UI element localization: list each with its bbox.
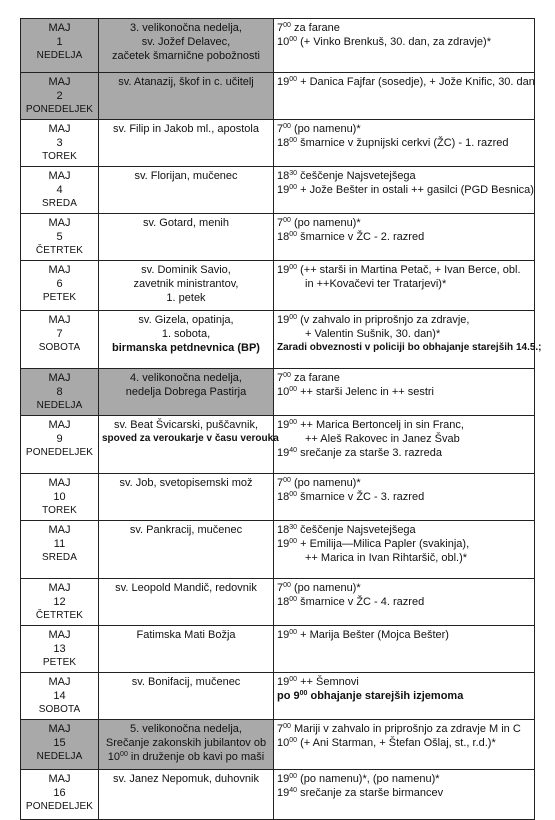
saint-line: sv. Atanazij, škof in c. učitelj [118, 76, 254, 88]
date-cell [21, 416, 99, 474]
mass-text: obhajanje starejših izjemoma [307, 690, 464, 702]
day-number: 16 [53, 787, 66, 799]
date-cell [21, 167, 99, 214]
time-minute: 00 [289, 264, 298, 271]
time-hour: 18 [277, 170, 290, 182]
saint-cell [99, 19, 274, 73]
time-hour: 7 [277, 22, 284, 34]
table-row [21, 311, 535, 369]
time-hour: 19 [277, 419, 290, 431]
saint-line: 1. petek [166, 292, 206, 304]
date-cell [21, 214, 99, 261]
time-minute: 00 [289, 76, 298, 83]
day-number: 8 [56, 386, 63, 398]
table-row [21, 261, 535, 311]
time-minute: 00 [289, 596, 298, 603]
saint-line: sv. Jožef Delavec, [141, 36, 231, 48]
time-minute: 00 [289, 137, 298, 144]
time-hour: 19 [277, 184, 290, 196]
saint-line: začetek šmarnične pobožnosti [112, 50, 260, 62]
mass-text: ++ Marica Bertoncelj in sin Franc, [297, 419, 464, 431]
saint-line: nedelja Dobrega Pastirja [125, 386, 247, 398]
mass-line [277, 21, 531, 35]
mass-line [277, 476, 531, 490]
saint-line: sv. Janez Nepomuk, duhovnik [113, 773, 259, 785]
day-number: 9 [56, 433, 63, 445]
time-hour: 18 [277, 524, 290, 536]
mass-line [277, 122, 531, 136]
time-hour: 10 [277, 36, 290, 48]
saint-cell [99, 73, 274, 120]
time-minute: 00 [289, 314, 298, 321]
saint-cell [99, 720, 274, 770]
time-hour: 19 [277, 264, 290, 276]
month-label: MAJ [48, 676, 71, 688]
mass-line [277, 183, 534, 197]
day-name: ČETRTEK [35, 610, 84, 621]
time-hour: 19 [277, 629, 290, 641]
time-minute: 00 [289, 184, 298, 191]
saint-line: 4. velikonočna nedelja, [130, 372, 242, 384]
table-row [21, 474, 535, 521]
time-hour: 7 [277, 217, 284, 229]
table-row [21, 579, 535, 626]
saint-line: sv. Florijan, mučenec [134, 170, 238, 182]
time-minute: 40 [289, 787, 298, 794]
table-row [21, 73, 535, 120]
mass-text: za farane [290, 372, 340, 384]
saint-line: 5. velikonočna nedelja, [130, 723, 242, 735]
saint-cell [99, 214, 274, 261]
mass-line [277, 722, 531, 736]
time-hour: 18 [277, 231, 290, 243]
saint-cell [99, 770, 274, 820]
day-number: 3 [56, 137, 63, 149]
mass-text: (po namenu)* [290, 217, 361, 229]
mass-cell [274, 579, 535, 626]
day-number: 5 [56, 231, 63, 243]
time-hour: 19 [277, 538, 290, 550]
day-name: SOBOTA [38, 342, 81, 353]
day-number: 14 [53, 690, 66, 702]
mass-text: + Valentin Sušnik, 30. dan)* [305, 328, 441, 340]
time-minute: 00 [289, 629, 298, 636]
mass-cell [274, 19, 535, 73]
mass-line [277, 277, 531, 291]
mass-text: češčenje Najsvetejšega [297, 170, 416, 182]
time-minute: 00 [120, 751, 128, 758]
mass-text: (po namenu)*, (po namenu)* [297, 773, 440, 785]
mass-line [277, 371, 531, 385]
mass-line [277, 446, 531, 460]
mass-line [277, 230, 531, 244]
mass-cell [274, 770, 535, 820]
time-minute: 00 [289, 773, 298, 780]
time-hour: 18 [277, 137, 290, 149]
time-hour: 19 [277, 773, 290, 785]
mass-text: češčenje Najsvetejšega [297, 524, 416, 536]
time-minute: 00 [289, 491, 298, 498]
date-cell [21, 19, 99, 73]
saint-cell [99, 369, 274, 416]
saint-line: sv. Beat Švicarski, puščavnik, [113, 419, 259, 431]
table-row [21, 369, 535, 416]
day-name: TOREK [42, 505, 77, 516]
time-hour: 19 [277, 787, 290, 799]
month-label: MAJ [48, 22, 71, 34]
mass-line [277, 35, 531, 49]
date-cell [21, 579, 99, 626]
time-hour: 19 [277, 676, 290, 688]
mass-line [277, 595, 531, 609]
mass-line [277, 551, 531, 565]
schedule-body [21, 19, 542, 820]
saint-line: 3. velikonočna nedelja, [130, 22, 242, 34]
mass-line [277, 581, 531, 595]
date-cell [21, 261, 99, 311]
mass-text: (++ starši in Martina Petač, + Ivan Berce, obl. [297, 264, 521, 276]
mass-line [277, 432, 531, 446]
time-minute: 00 [289, 737, 298, 744]
saint-text: in druženje ob kavi po maši [127, 751, 265, 763]
month-label: MAJ [48, 217, 71, 229]
mass-text: ++ starši Jelenc in ++ sestri [297, 386, 434, 398]
time-hour: 7 [277, 477, 284, 489]
mass-cell [274, 521, 535, 579]
date-cell [21, 474, 99, 521]
table-row [21, 720, 535, 770]
saint-line: sv. Filip in Jakob ml., apostola [113, 123, 259, 135]
mass-text: šmarnice v ŽC - 2. razred [297, 231, 425, 243]
mass-cell [274, 120, 535, 167]
mass-text: (po namenu)* [290, 123, 361, 135]
saint-cell [99, 416, 279, 474]
day-name: NEDELJA [36, 400, 83, 411]
time-hour: 10 [277, 737, 290, 749]
date-cell [21, 770, 99, 820]
mass-text: ++ Šemnovi [297, 676, 359, 688]
mass-text: šmarnice v ŽC - 4. razred [297, 596, 425, 608]
mass-line [277, 263, 531, 277]
month-label: MAJ [48, 76, 71, 88]
mass-line [277, 313, 531, 327]
saint-cell [99, 167, 274, 214]
mass-text: in ++Kovačevi ter Tratarjevi)* [305, 278, 447, 290]
mass-cell [274, 73, 535, 120]
table-row [21, 626, 535, 673]
day-name: ČETRTEK [35, 245, 84, 256]
day-number: 12 [53, 596, 66, 608]
table-row [21, 416, 535, 474]
saint-line: 1. sobota, [161, 328, 211, 340]
time-minute: 00 [283, 372, 291, 379]
saint-cell [99, 311, 274, 369]
day-name: PONEDELJEK [25, 801, 94, 812]
day-number: 4 [56, 184, 63, 196]
time-hour: 18 [277, 596, 290, 608]
saint-line: sv. Gizela, opatinja, [138, 314, 234, 326]
mass-line [277, 689, 531, 703]
mass-cell [274, 214, 535, 261]
mass-text: šmarnice v župnijski cerkvi (ŽC) - 1. razred [297, 137, 509, 149]
mass-schedule-table [20, 18, 542, 820]
mass-cell [274, 626, 535, 673]
day-number: 1 [56, 36, 63, 48]
mass-line [277, 75, 535, 89]
saint-line: Fatimska Mati Božja [136, 629, 236, 641]
saint-line: sv. Pankracij, mučenec [129, 524, 243, 536]
mass-line [277, 628, 531, 642]
time-hour: 10 [107, 751, 121, 763]
month-label: MAJ [48, 123, 71, 135]
mass-line [277, 341, 542, 355]
time-hour: 18 [277, 491, 290, 503]
time-hour: 19 [277, 76, 290, 88]
mass-cell [274, 416, 535, 474]
month-label: MAJ [48, 419, 71, 431]
month-label: MAJ [48, 773, 71, 785]
mass-line [277, 537, 531, 551]
month-label: MAJ [48, 372, 71, 384]
date-cell [21, 521, 99, 579]
day-name: TOREK [42, 151, 77, 162]
day-number: 10 [53, 491, 66, 503]
day-name: PETEK [42, 657, 77, 668]
time-minute: 00 [283, 582, 291, 589]
mass-text: Zaradi obveznosti v policiji bo obhajanje starejših 14.5.; [277, 342, 542, 353]
time-minute: 30 [289, 524, 298, 531]
day-name: PONEDELJEK [25, 104, 94, 115]
mass-text: + Jože Bešter in ostali ++ gasilci (PGD Besnica) [297, 184, 534, 196]
time-minute: 40 [289, 447, 298, 454]
mass-text: (po namenu)* [290, 477, 361, 489]
saint-line: spoved za veroukarje v času verouka [102, 433, 279, 444]
mass-text: + Marija Bešter (Mojca Bešter) [297, 629, 449, 641]
saint-line: sv. Job, svetopisemski mož [119, 477, 253, 489]
mass-line [277, 523, 531, 537]
day-number: 6 [56, 278, 63, 290]
day-name: NEDELJA [36, 751, 83, 762]
saint-line: sv. Bonifacij, mučenec [131, 676, 241, 688]
mass-line [277, 216, 531, 230]
mass-cell [274, 167, 535, 214]
date-cell [21, 626, 99, 673]
time-hour: 7 [277, 723, 284, 735]
time-hour: 10 [277, 386, 290, 398]
day-name: NEDELJA [36, 50, 83, 61]
table-row [21, 120, 535, 167]
time-hour: 7 [277, 372, 284, 384]
mass-line [277, 136, 531, 150]
mass-cell [274, 261, 535, 311]
day-number: 7 [56, 328, 63, 340]
mass-line [277, 327, 531, 341]
time-minute: 00 [289, 36, 298, 43]
month-label: MAJ [48, 170, 71, 182]
time-minute: 30 [289, 170, 298, 177]
date-cell [21, 673, 99, 720]
mass-line [277, 772, 531, 786]
saint-line [102, 750, 270, 764]
mass-line [277, 786, 531, 800]
day-number: 11 [53, 538, 66, 550]
time-minute: 00 [289, 676, 298, 683]
mass-text: za farane [290, 22, 340, 34]
saint-line: birmanska petdnevnica (BP) [112, 342, 260, 354]
month-label: MAJ [48, 314, 71, 326]
mass-text: (po namenu)* [290, 582, 361, 594]
saint-cell [99, 521, 274, 579]
day-name: SREDA [42, 552, 77, 563]
time-hour: 7 [277, 582, 284, 594]
mass-line [277, 490, 531, 504]
month-label: MAJ [48, 264, 71, 276]
date-cell [21, 73, 99, 120]
time-minute: 00 [283, 22, 291, 29]
mass-cell [274, 311, 542, 369]
time-minute: 00 [283, 217, 291, 224]
mass-text: (+ Ani Starman, + Štefan Ošlaj, st., r.d.)* [297, 737, 496, 749]
date-cell [21, 311, 99, 369]
mass-cell [274, 673, 535, 720]
mass-line [277, 169, 531, 183]
month-label: MAJ [48, 723, 71, 735]
mass-text: ++ Marica in Ivan Rihtaršič, obl.)* [305, 552, 468, 564]
saint-line: Srečanje zakonskih jubilantov ob [105, 737, 267, 749]
month-label: MAJ [48, 524, 71, 536]
table-row [21, 521, 535, 579]
mass-text: + Danica Fajfar (sosedje), + Jože Knific, 30. dan [297, 76, 535, 88]
mass-line [277, 418, 531, 432]
time-hour: 19 [277, 314, 290, 326]
saint-cell [99, 673, 274, 720]
time-minute: 00 [299, 690, 308, 697]
day-name: SREDA [42, 198, 77, 209]
table-row [21, 167, 535, 214]
date-cell [21, 369, 99, 416]
saint-line: sv. Dominik Savio, [141, 264, 231, 276]
saint-cell [99, 474, 274, 521]
mass-text: po 9 [277, 690, 300, 702]
mass-text: ++ Aleš Rakovec in Janez Švab [305, 433, 460, 445]
date-cell [21, 120, 99, 167]
table-row [21, 770, 535, 820]
time-minute: 00 [283, 723, 291, 730]
saint-line: sv. Leopold Mandič, redovnik [115, 582, 257, 594]
saint-cell [99, 626, 274, 673]
mass-text: Mariji v zahvalo in priprošnjo za zdravje M in C [290, 723, 521, 735]
saint-cell [99, 120, 274, 167]
mass-line [277, 675, 531, 689]
day-name: PETEK [42, 292, 77, 303]
saint-cell [99, 579, 274, 626]
day-number: 15 [53, 737, 66, 749]
month-label: MAJ [48, 629, 71, 641]
mass-text: srečanje za starše birmancev [297, 787, 444, 799]
saint-cell [99, 261, 274, 311]
day-name: SOBOTA [38, 704, 81, 715]
month-label: MAJ [48, 582, 71, 594]
time-minute: 00 [289, 419, 298, 426]
day-number: 2 [56, 90, 63, 102]
time-minute: 00 [283, 123, 291, 130]
day-number: 13 [53, 643, 66, 655]
mass-text: (+ Vinko Brenkuš, 30. dan, za zdravje)* [297, 36, 491, 48]
mass-text: šmarnice v ŽC - 3. razred [297, 491, 425, 503]
time-minute: 00 [289, 538, 298, 545]
day-name: PONEDELJEK [25, 447, 94, 458]
date-cell [21, 720, 99, 770]
mass-line [277, 736, 531, 750]
mass-cell [274, 474, 535, 521]
saint-line: sv. Gotard, menih [143, 217, 229, 229]
mass-cell [274, 369, 535, 416]
month-label: MAJ [48, 477, 71, 489]
time-hour: 7 [277, 123, 284, 135]
mass-line [277, 385, 531, 399]
time-minute: 00 [289, 386, 298, 393]
time-hour: 19 [277, 447, 290, 459]
saint-line: zavetnik ministrantov, [133, 278, 239, 290]
mass-text: srečanje za starše 3. razreda [297, 447, 442, 459]
mass-text: + Emilija—Milica Papler (svakinja), [297, 538, 470, 550]
mass-text: (v zahvalo in priprošnjo za zdravje, [297, 314, 470, 326]
mass-cell [274, 720, 535, 770]
table-row [21, 19, 535, 73]
table-row [21, 214, 535, 261]
time-minute: 00 [283, 477, 291, 484]
table-row [21, 673, 535, 720]
time-minute: 00 [289, 231, 298, 238]
